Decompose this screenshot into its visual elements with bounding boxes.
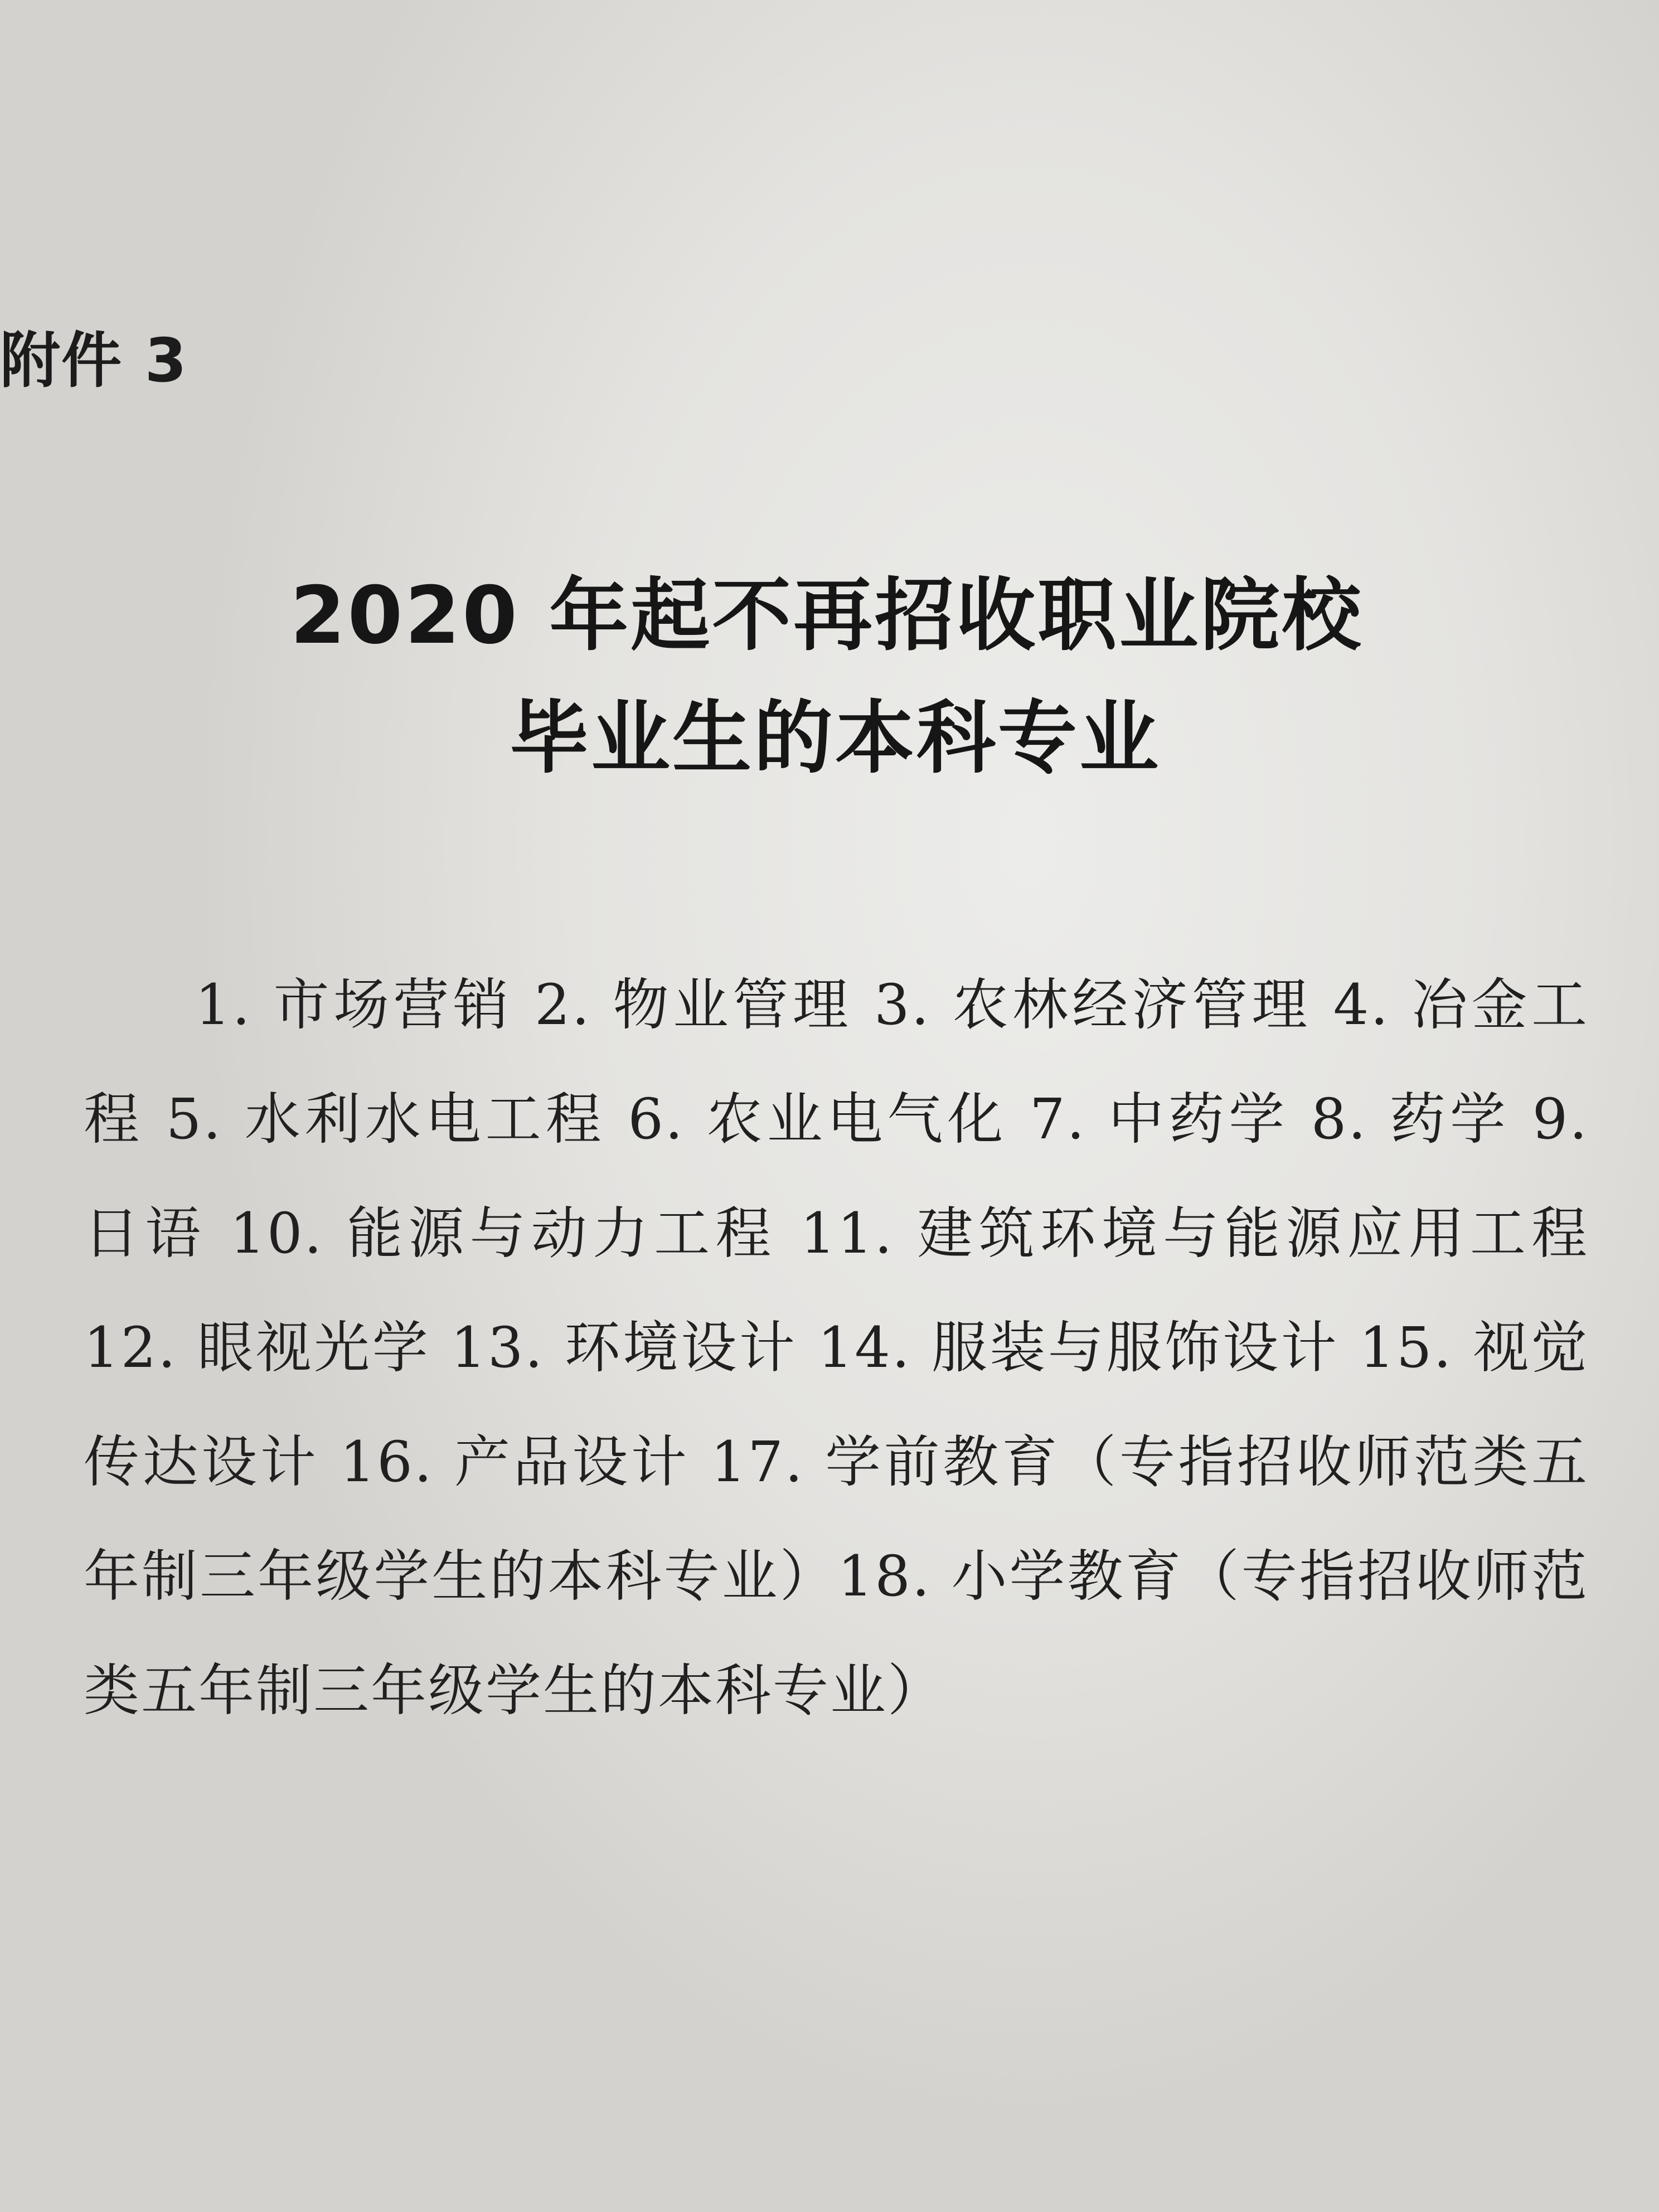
title-line-2: 毕业生的本科专业 bbox=[510, 692, 1161, 784]
document-title bbox=[0, 563, 1659, 792]
attachment-label: 附件 3 bbox=[0, 326, 188, 396]
majors-list-paragraph: 1. 市场营销 2. 物业管理 3. 农林经济管理 4. 冶金工程 5. 水利水电工程 6. 农业电气化 7. 中药学 8. 药学 9. 日语 10. 能源与动力工程 11. 建筑环境与能源应用工程 12. 眼视光学 13. 环境设计 14. 服装与服饰设计 15. 视觉传达设计 16. 产品设计 17. 学前教育（专指招收师范类五年制三年级学生的本科专业）18. 小学教育（专指招收师范类五年制三年级学生的本科专业） bbox=[84, 972, 1589, 1723]
title-line-1: 2020 年起不再招收职业院校 bbox=[290, 570, 1364, 662]
